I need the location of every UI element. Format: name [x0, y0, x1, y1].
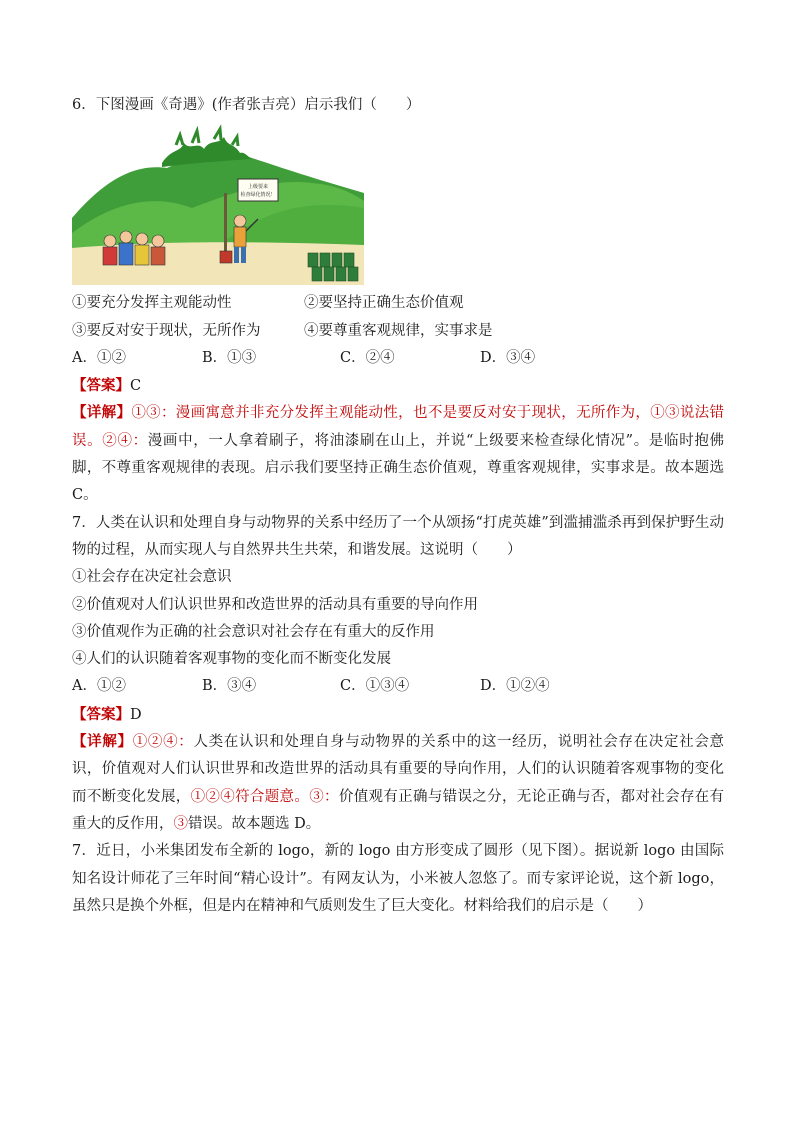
cartoon-image: [72, 123, 364, 285]
q7-option-a: A．①②: [72, 678, 126, 695]
answer-value: C: [130, 378, 142, 395]
q7-explain-text-2: 价值观有正确与错误之分，无论正确与否，都对社会存在有重大的反作用，: [72, 788, 725, 832]
q7-explain-tag: 【详解】: [72, 733, 133, 751]
q7-explain-red-1: ①②④：: [132, 734, 194, 751]
q7-option-d: D．①②④: [480, 678, 550, 695]
exam-page: [72, 92, 724, 920]
answer-line: [72, 372, 724, 399]
q7-options-row: [72, 673, 724, 700]
q7-explanation: [72, 728, 724, 838]
q7-option-b: B．③④: [202, 678, 257, 695]
answer-tag: 【答案】: [72, 377, 130, 395]
question-next-stem: 7．近日，小米集团发布全新的 logo，新的 logo 由方形变成了圆形（见下图）。据说新 logo 由国际知名设计师花了三年时间“精心设计”。有网友认为，小米被人忽悠了。而专家评论说，这个新 logo，虽然只是换个外框，但是内在精神和气质则发生了巨大变化。材料给我们的启示是（ ）: [72, 843, 724, 914]
q7-answer-line: [72, 701, 724, 728]
statement-3: ③要反对安于现状，无所作为: [72, 322, 261, 339]
q7-option-c: C．①③④: [340, 678, 410, 695]
q7-explain-red-2: ①②④符合题意。③：: [190, 788, 339, 805]
option-c: C．②④: [340, 349, 395, 366]
statements-row-1: [72, 290, 724, 317]
svg-text:检查绿化情况！: 检查绿化情况！: [240, 192, 276, 199]
q7-statement-3: ③价值观作为正确的社会意识对社会存在有重大的反作用: [72, 623, 435, 640]
svg-text:上级要来: 上级要来: [247, 184, 269, 191]
q7-answer-value: D: [130, 706, 142, 723]
q7-statement-1: ①社会存在决定社会意识: [72, 569, 232, 586]
q7-statement-2: ②价值观对人们认识世界和改造世界的活动具有重要的导向作用: [72, 596, 478, 613]
option-b: B．①③: [202, 349, 257, 366]
q7-explain-red-3: ③: [173, 815, 188, 832]
q7-statement-4: ④人们的认识随着客观事物的变化而不断变化发展: [72, 651, 391, 668]
q7-explain-text-3: 错误。故本题选 D。: [188, 815, 321, 832]
statements-row-2: [72, 318, 724, 345]
q7-explain-text-1: 人类在认识和处理自身与动物界的关系中的这一经历，说明社会存在决定社会意识，价值观对人们认识世界和改造世界的活动具有重要的导向作用，人们的认识随着客观事物的变化而不断变化发展，: [72, 734, 725, 805]
explain-text: 漫画中，一人拿着刷子，将油漆刷在山上，并说“上级要来检查绿化情况”。是临时抱佛脚，不尊重客观规律的表现。启示我们要坚持正确生态价值观，尊重客观规律，实事求是。故本题选 C。: [72, 432, 724, 504]
question-6-stem: 6．下图漫画《奇遇》(作者张吉亮）启示我们（ ）: [72, 97, 421, 113]
options-row: [72, 345, 724, 372]
question-7-stem: 7．人类在认识和处理自身与动物界的关系中经历了一个从颂扬“打虎英雄”到滥捕滥杀再到保护野生动物的过程，从而实现人与自然界共生共荣，和谐发展。这说明（ ）: [72, 514, 724, 558]
option-a: A．①②: [72, 349, 126, 366]
explain-red-part: ①③：漫画寓意并非充分发挥主观能动性，也不是要反对安于现状，无所作为，①③说法错误。②④：: [72, 405, 725, 449]
statement-2: ②要坚持正确生态价值观: [304, 295, 464, 312]
statement-4: ④要尊重客观规律，实事求是: [304, 322, 493, 339]
explanation: [72, 399, 724, 509]
explain-tag: 【详解】: [72, 404, 132, 422]
statement-1: ①要充分发挥主观能动性: [72, 295, 232, 312]
option-d: D．③④: [480, 349, 536, 366]
q7-answer-tag: 【答案】: [72, 705, 130, 723]
